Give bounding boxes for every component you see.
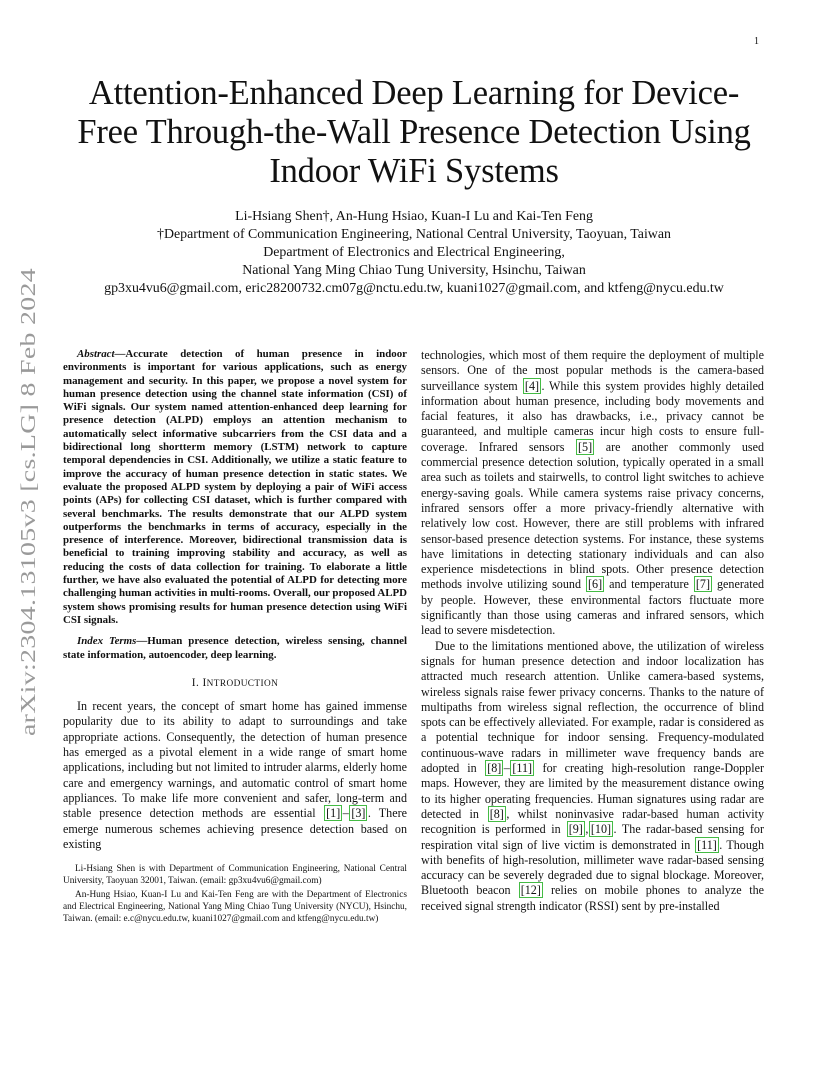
author-names: Li-Hsiang Shen†, An-Hung Hsiao, Kuan-I Lu and Kai-Ten Feng — [235, 209, 593, 224]
index-terms-text: —Human presence detection, wireless sensing, channel state information, autoencoder, deep learning. — [63, 635, 407, 661]
citation-link[interactable]: [3] — [351, 806, 366, 821]
author-emails: gp3xu4vu6@gmail.com, eric28200732.cm07g@nctu.edu.tw, kuani1027@gmail.com, and ktfeng@nycu.edu.tw — [104, 281, 724, 296]
arxiv-stamp — [8, 266, 42, 736]
abstract-text: —Accurate detection of human presence in indoor environments is important for various applications, such as energy management and security. In this paper, we propose a novel system for human presence detection using the channel state information (CSI) of WiFi signals. Our system named attention-enhanced deep learning for presence detection (ALPD) employs an attention mechanism to automatically select informative subcarriers from the CSI data and a bidirectional long shortterm memory (LSTM) network to capture temporal dependencies in CSI. Additionally, we utilize a static feature to improve the accuracy of human presence detection in static states. We evaluate the proposed ALPD system by deploying a pair of WiFi access points (APs) for collecting CSI dataset, which is further compared with several benchmarks. The results demonstrate that our ALPD system outperforms the benchmarks in terms of accuracy, especially in the presence of interference. Moreover, bidirectional transmission data is beneficial to training improving stability and accuracy, as well as reducing the costs of data collection for training. To elaborate a little further, we have also evaluated the potential of ALPD for detecting more challenging human activities in multi-rooms. Overall, our proposed ALPD system shows promising results for human presence detection using WiFi CSI signals. — [63, 348, 407, 626]
intro-paragraph: In recent years, the concept of smart home has gained immense popularity due to its ability to adapt to surroundings and take appropriate actions. Consequently, the detection of human presence has emerged as a pivotal element in a wide range of smart home applications, including but not limited to intruder alarms, elderly home care and emergency warnings, and automatic control of smart home appliances. To make life more convenient and safer, long-term and stable presence detection methods are essential [1] – [3] . There emerge numerous schemes achieving presence detection based on existing — [63, 699, 407, 851]
citation-link[interactable]: [1] — [326, 806, 341, 821]
citation-link[interactable]: [8] — [487, 761, 502, 776]
citation-link[interactable]: [6] — [588, 577, 603, 592]
citation-link[interactable]: [9] — [568, 822, 583, 837]
citation-link[interactable]: [11] — [512, 761, 533, 776]
index-terms-label: Index Terms — [77, 635, 137, 648]
citation-link[interactable]: [4] — [524, 378, 540, 393]
abstract-label: Abstract — [77, 348, 115, 360]
left-column — [63, 348, 407, 928]
right-column — [421, 348, 764, 914]
body-paragraph: Due to the limitations mentioned above, the utilization of wireless signals for human presence detection and indoor localization has attracted much research attention. Unlike camera-based systems, wireless signals raise fewer privacy concerns. Thanks to the nature of multipaths from wireless signal reflection, the occurrence of blind spots can be effectively alleviated. For example, radar is considered as a potential technique for indoor sensing. Frequency-modulated continuous-wave radars in millimeter wave frequency bands are adopted in [8] – [11] for creating high-resolution range-Doppler maps. However, they are limited by the measurement distance owing to its higher operating frequencies. Human signatures using radar are detected in [8] , whilst noninvasive radar-based human activity recognition is performed in [9] , [10] . The radar-based sensing for respiration vital sign of live victim is demonstrated in [11] . Though with benefits of high-resolution, millimeter wave radar-based sensing accuracy can be severely degraded due to signal blockage. Moreover, Bluetooth beacon [12] relies on mobile phones to analyze the received signal strength indicator (RSSI) sent by pre-installed — [421, 638, 764, 913]
section-heading-introduction: I. INTRODUCTION — [191, 676, 279, 689]
citation-link[interactable]: [11] — [697, 837, 717, 852]
page-number: 1 — [754, 36, 759, 47]
paper-header — [60, 74, 768, 298]
affiliation-line: †Department of Communication Engineering, National Central University, Taoyuan, Taiwan — [157, 227, 671, 242]
paper-title: Attention-Enhanced Deep Learning for Device-Free Through-the-Wall Presence Detection Using Indoor WiFi Systems — [77, 74, 751, 190]
citation-link[interactable]: [7] — [695, 577, 710, 592]
citation-link[interactable]: [10] — [590, 822, 612, 837]
affiliation-line: Department of Electronics and Electrical Engineering, — [263, 245, 565, 260]
citation-link[interactable]: [8] — [489, 806, 504, 821]
author-block — [60, 208, 768, 298]
arxiv-stamp-text: arXiv:2304.13105v3 [cs.LG] 8 Feb 2024 — [16, 374, 40, 736]
footnote: Li-Hsiang Shen is with Department of Communication Engineering, National Central University, Taoyuan 32001, Taiwan. (email: gp3xu4vu6@gmail.com) — [63, 864, 407, 886]
abstract — [63, 348, 407, 627]
footnote: An-Hung Hsiao, Kuan-I Lu and Kai-Ten Feng are with the Department of Electronics and Electrical Engineering, National Yang Ming Chiao Tung University (NYCU), Hsinchu, Taiwan. (email: e.c@nycu.edu.tw, kuani1027@gmail.com and ktfeng@nycu.edu.tw) — [63, 889, 407, 924]
citation-link[interactable]: [5] — [578, 439, 593, 454]
index-terms — [63, 635, 407, 662]
affiliation-line: National Yang Ming Chiao Tung University, Hsinchu, Taiwan — [242, 263, 586, 278]
footnotes — [63, 864, 407, 926]
body-paragraph: technologies, which most of them require the deployment of multiple sensors. One of the most popular methods is the camera-based surveillance system [4] . While this system provides highly detailed information about human presence, including body movements and facial features, it also has drawbacks, i.e., privacy cannot be guaranteed, and multiple cameras incur high costs to ensure full-coverage. Infrared sensors [5] are another commonly used commercial presence detection solution, typically operated in a small area such as toilets and stairwells, to control light switches to achieve energy-saving goals. While camera systems raise privacy concerns, infrared sensors offer a more privacy-friendly alternative with relatively low cost. However, there are still problems with infrared sensor-based presence detection systems. For instance, these systems have limitations in detecting stationary individuals and can also experience misdetections in blind spots. Other presence detection methods involve utilizing sound [6] and temperature [7] generated by people. However, these environmental factors fluctuate more significantly than those using cameras and infrared sensors, which lead to severe misdetection. — [421, 348, 764, 638]
citation-link[interactable]: [12] — [520, 883, 541, 898]
arxiv-stamp-graphic — [8, 266, 42, 736]
